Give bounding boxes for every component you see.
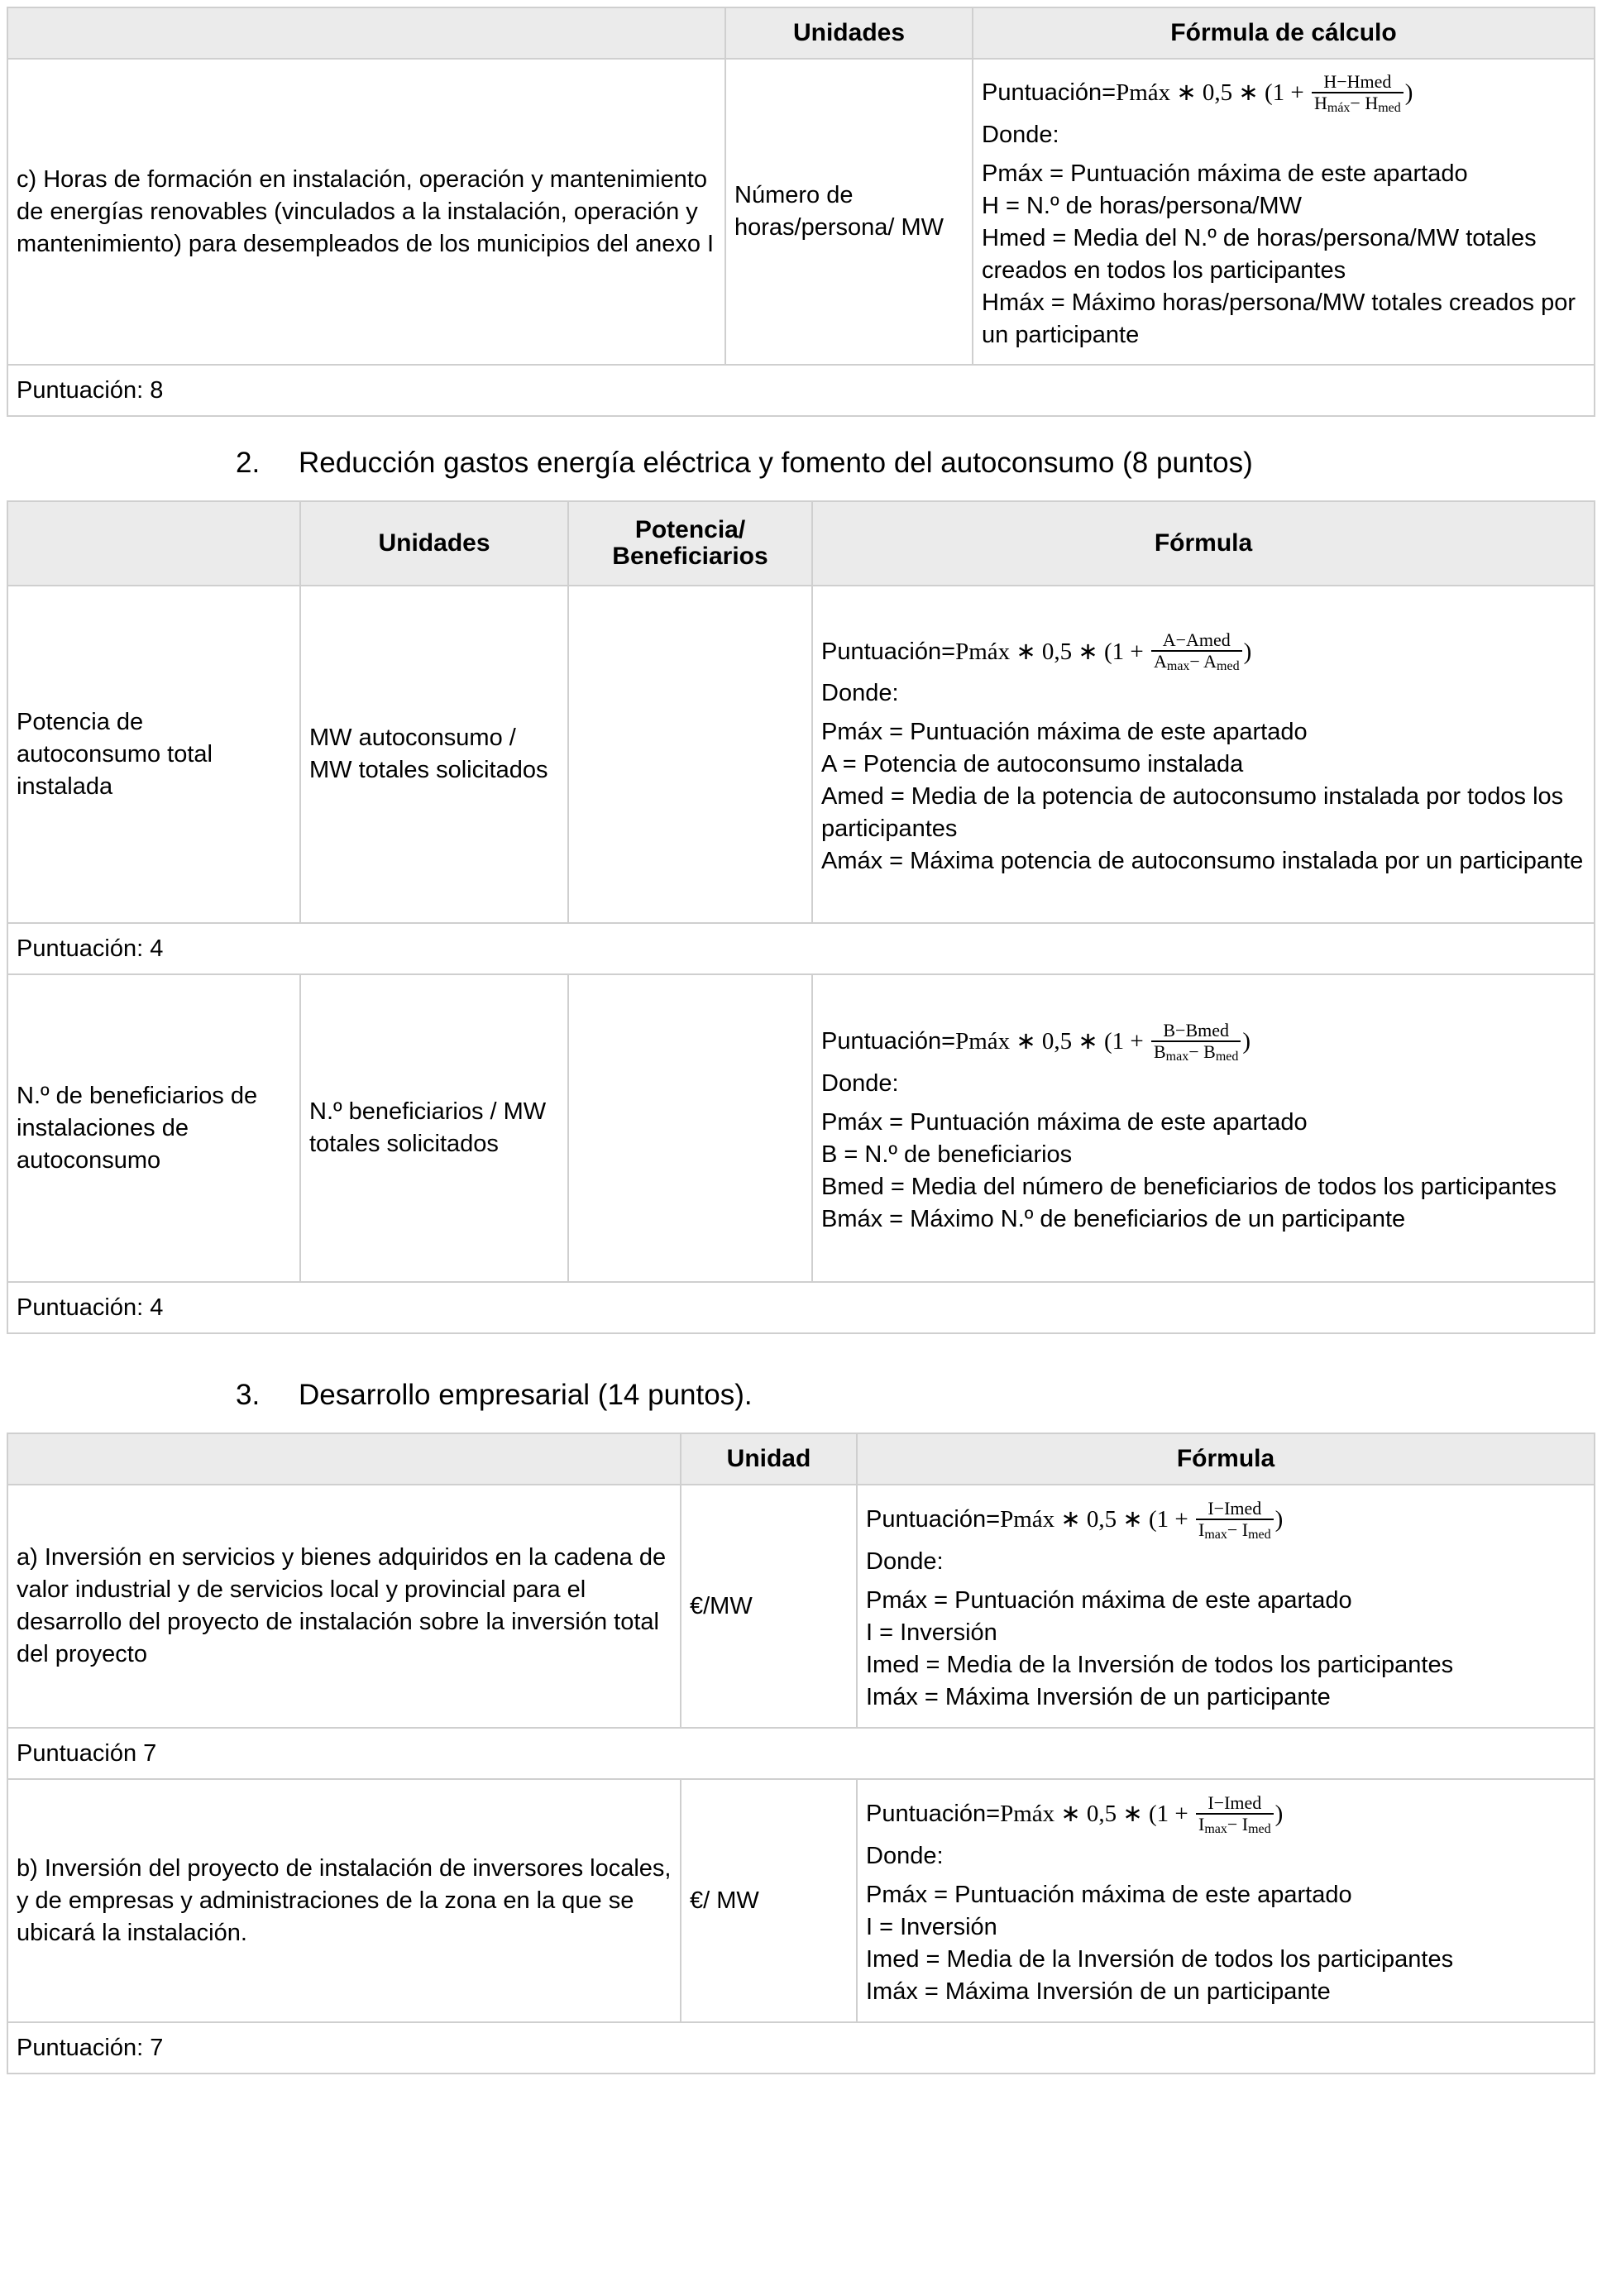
score-row [7, 1728, 1595, 1779]
header-unidades: Unidades [300, 501, 568, 586]
score-cell: Puntuación: 4 [7, 1282, 1595, 1333]
units-cell: N.º beneficiarios / MW totales solicitados [300, 974, 568, 1282]
donde-label: Donde: [982, 121, 1059, 148]
fraction: $\frac{\text{H−Hmed}}{H_{máx}- H_{med}}$ [1312, 73, 1404, 117]
header-unidades: Unidades [725, 7, 973, 59]
score-cell: Puntuación: 7 [7, 2022, 1595, 2074]
definition-line: H = N.º de horas/persona/MW [982, 192, 1302, 219]
score-cell: Puntuación 7 [7, 1728, 1595, 1779]
formula: Puntuación=Pmáx ∗ 0,5 ∗ (1 + $\frac{\text{I−Imed}}{I_{max}- I_{med}}$ ) [866, 1499, 1585, 1543]
table-training-hours [7, 7, 1595, 417]
definition-line: A = Potencia de autoconsumo instalada [821, 751, 1244, 778]
header-empty [7, 7, 725, 59]
definition-line: Hmáx = Máximo horas/persona/MW totales creados por un participante [982, 289, 1576, 348]
formula-cell [812, 586, 1595, 923]
potencia-cell [568, 974, 812, 1282]
formula-cell [812, 974, 1595, 1282]
table-header-row [7, 7, 1595, 59]
score-row [7, 1282, 1595, 1333]
formula: Puntuación=Pmáx ∗ 0,5 ∗ (1 + $\frac{\text{A−Amed}}{A_{max}- A_{med}}$ ) [821, 631, 1585, 676]
fraction: $\frac{\text{I−Imed}}{I_{max}- I_{med}}$ [1196, 1794, 1274, 1839]
units-cell: €/ MW [681, 1779, 857, 2022]
formula: Puntuación=Pmáx ∗ 0,5 ∗ (1 + $\frac{\text{B−Bmed}}{B_{max}- B_{med}}$ ) [821, 1021, 1585, 1065]
definition-line: Bmed = Media del número de beneficiarios de todos los participantes [821, 1173, 1557, 1200]
criterion-cell: a) Inversión en servicios y bienes adquiridos en la cadena de valor industrial y de servicios local y provincial para el desarrollo del proyecto de instalación sobre la inversión total del proyecto [7, 1485, 681, 1728]
table-row [7, 1779, 1595, 2022]
definition-line: Pmáx = Puntuación máxima de este apartado [982, 160, 1468, 187]
donde-label: Donde: [821, 1069, 899, 1097]
definition-line: Pmáx = Puntuación máxima de este apartado [866, 1586, 1352, 1614]
header-empty [7, 1433, 681, 1485]
definition-line: Imáx = Máxima Inversión de un participante [866, 1683, 1331, 1710]
definition-line: Amed = Media de la potencia de autoconsumo instalada por todos los participantes [821, 783, 1564, 843]
formula-cell [857, 1779, 1595, 2022]
definition-line: Pmáx = Puntuación máxima de este apartado [821, 1108, 1308, 1136]
table-self-consumption [7, 500, 1595, 1334]
section-title: Reducción gastos energía eléctrica y fomento del autoconsumo (8 puntos) [299, 447, 1253, 479]
table-header-row [7, 501, 1595, 586]
formula: Puntuación=Pmáx ∗ 0,5 ∗ (1 + $\frac{\text{H−Hmed}}{H_{máx}- H_{med}}$ ) [982, 72, 1585, 117]
donde-label: Donde: [821, 680, 899, 707]
table-row [7, 974, 1595, 1282]
formula-cell [857, 1485, 1595, 1728]
definition-line: Pmáx = Puntuación máxima de este apartado [866, 1881, 1352, 1908]
units-cell: MW autoconsumo / MW totales solicitados [300, 586, 568, 923]
header-formula: Fórmula [857, 1433, 1595, 1485]
definition-line: I = Inversión [866, 1619, 997, 1646]
fraction: $\frac{\text{A−Amed}}{A_{max}- A_{med}}$ [1151, 631, 1242, 676]
definition-line: Bmáx = Máximo N.º de beneficiarios de un participante [821, 1205, 1406, 1232]
header-empty [7, 501, 300, 586]
definition-line: Pmáx = Puntuación máxima de este apartado [821, 719, 1308, 746]
criterion-cell: N.º de beneficiarios de instalaciones de autoconsumo [7, 974, 300, 1282]
criterion-cell: Potencia de autoconsumo total instalada [7, 586, 300, 923]
table-row [7, 1485, 1595, 1728]
units-cell: €/MW [681, 1485, 857, 1728]
section-number: 3. [236, 1379, 261, 1411]
section-number: 2. [236, 447, 261, 479]
definition-line: Amáx = Máxima potencia de autoconsumo instalada por un participante [821, 848, 1584, 875]
formula-cell [973, 59, 1595, 365]
header-unidad: Unidad [681, 1433, 857, 1485]
definition-line: I = Inversión [866, 1913, 997, 1940]
table-row [7, 586, 1595, 923]
section-title: Desarrollo empresarial (14 puntos). [299, 1379, 753, 1411]
definition-line: Imáx = Máxima Inversión de un participante [866, 1978, 1331, 2005]
table-header-row [7, 1433, 1595, 1485]
header-formula: Fórmula de cálculo [973, 7, 1595, 59]
fraction: $\frac{\text{I−Imed}}{I_{max}- I_{med}}$ [1196, 1500, 1274, 1544]
score-row [7, 2022, 1595, 2074]
formula: Puntuación=Pmáx ∗ 0,5 ∗ (1 + $\frac{\text{I−Imed}}{I_{max}- I_{med}}$ ) [866, 1793, 1585, 1838]
definition-line: Hmed = Media del N.º de horas/persona/MW totales creados en todos los participantes [982, 224, 1537, 284]
section-heading-2 [236, 445, 1253, 481]
score-cell: Puntuación: 8 [7, 365, 1595, 416]
section-heading-3 [236, 1377, 753, 1413]
score-row [7, 923, 1595, 974]
donde-label: Donde: [866, 1547, 944, 1575]
donde-label: Donde: [866, 1842, 944, 1869]
definition-line: Imed = Media de la Inversión de todos los participantes [866, 1651, 1454, 1678]
criterion-cell: c) Horas de formación en instalación, operación y mantenimiento de energías renovables (vinculados a la instalación, operación y mantenimiento) para desempleados de los municipios del anexo I [7, 59, 725, 365]
score-cell: Puntuación: 4 [7, 923, 1595, 974]
header-formula: Fórmula [812, 501, 1595, 586]
potencia-cell [568, 586, 812, 923]
fraction: $\frac{\text{B−Bmed}}{B_{max}- B_{med}}$ [1151, 1021, 1241, 1066]
definition-line: Imed = Media de la Inversión de todos los participantes [866, 1945, 1454, 1973]
units-cell: Número de horas/persona/ MW [725, 59, 973, 365]
definition-line: B = N.º de beneficiarios [821, 1141, 1073, 1168]
criterion-cell: b) Inversión del proyecto de instalación de inversores locales, y de empresas y administraciones de la zona en la que se ubicará la instalación. [7, 1779, 681, 2022]
header-potencia-beneficiarios: Potencia/ Beneficiarios [568, 501, 812, 586]
table-business-development [7, 1433, 1595, 2074]
table-row [7, 59, 1595, 365]
score-row [7, 365, 1595, 416]
